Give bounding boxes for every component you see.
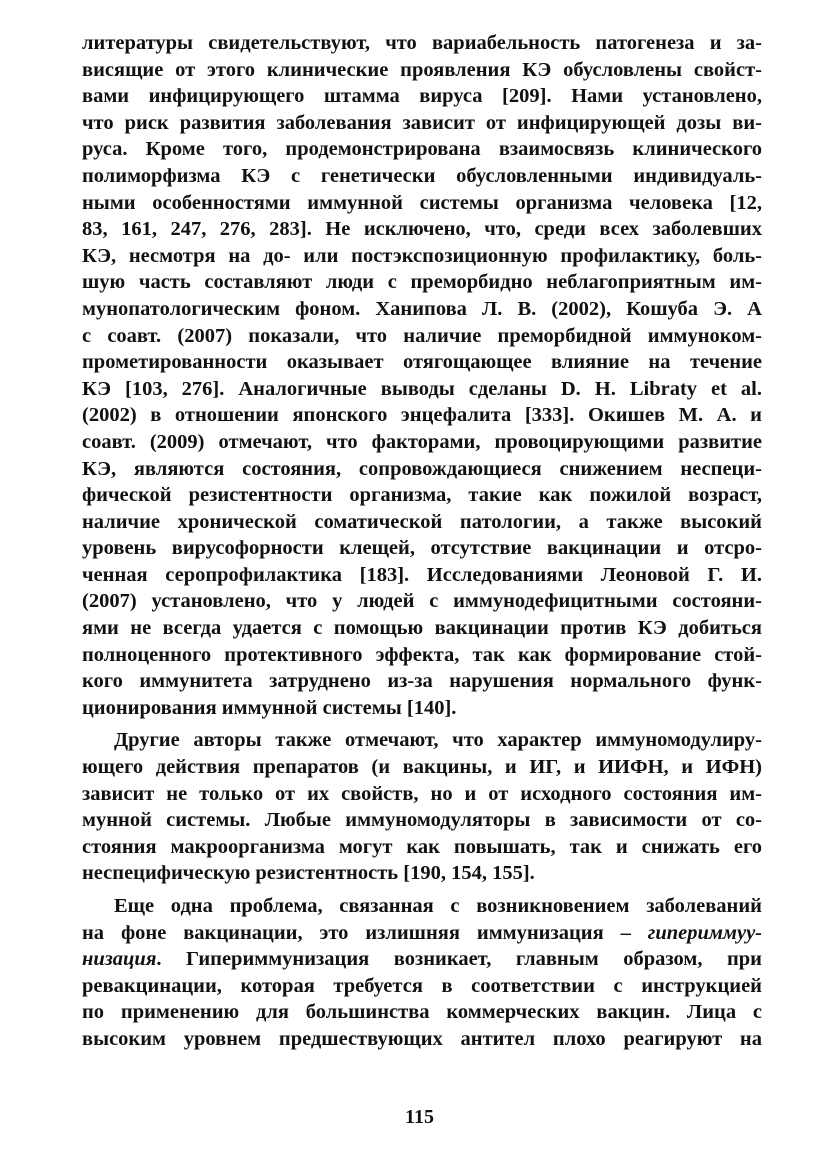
text-line: мунной системы. Любые иммуномодуляторы в зависимости от со- [82, 809, 762, 832]
italic-term: гипериммуу- [647, 921, 762, 944]
text-line: зависит не только от их свойств, но и от исходного состояния им- [82, 782, 762, 805]
text-line: КЭ, являются состояния, сопровождающиеся снижением неспеци- [82, 457, 762, 480]
text-line: фической резистентности организма, такие как пожилой возраст, [82, 484, 762, 507]
text-line: ными особенностями иммунной системы организма человека [12, [82, 191, 762, 214]
text-line: ревакцинации, которая требуется в соответствии с инструкцией [82, 974, 762, 997]
text-line: ями не всегда удается с помощью вакцинации против КЭ добиться [82, 617, 762, 640]
page-number: 115 [405, 1106, 434, 1128]
text-line: что риск развития заболевания зависит от инфицирующей дозы ви- [82, 111, 762, 134]
text-line: висящие от этого клинические проявления КЭ обусловлены свойст- [82, 58, 762, 81]
text-span: . Гипериммунизация возникает, главным образом, при [156, 948, 762, 971]
text-line: кого иммунитета затруднено из-за нарушения нормального функ- [82, 670, 762, 693]
text-line: высоким уровнем предшествующих антител плохо реагируют на [82, 1027, 762, 1050]
text-line: литературы свидетельствуют, что вариабельность патогенеза и за- [82, 32, 762, 54]
text-line: ционирования иммунной системы [140]. [82, 696, 457, 719]
text-line: КЭ [103, 276]. Аналогичные выводы сделаны D. H. Libraty et al. [82, 377, 762, 400]
text-line: (2007) установлено, что у людей с иммунодефицитными состояни- [82, 590, 762, 613]
text-line: неспецифическую резистентность [190, 154, 155]. [82, 862, 535, 885]
body-text [82, 30, 762, 1053]
text-line: 83, 161, 247, 276, 283]. Не исключено, что, среди всех заболевших [82, 218, 762, 241]
text-line: Еще одна проблема, связанная с возникновением заболеваний [114, 895, 762, 917]
text-line: с соавт. (2007) показали, что наличие преморбидной иммуноком- [82, 324, 762, 347]
text-line: наличие хронической соматической патологии, а также высокий [82, 510, 762, 533]
text-line: стояния макроорганизма могут как повышать, так и снижать его [82, 835, 762, 858]
text-line: Другие авторы также отмечают, что характер иммуномодулиру- [114, 729, 762, 752]
italic-term: низация [82, 948, 157, 971]
paragraph-1 [82, 30, 762, 721]
text-line: вами инфицирующего штамма вируса [209]. Нами установлено, [82, 85, 762, 108]
text-line [82, 946, 762, 973]
text-line: КЭ, несмотря на до- или постэкспозиционную профилактику, боль- [82, 244, 762, 267]
text-line: прометированности оказывает отягощающее влияние на течение [82, 351, 762, 374]
paragraph-3 [82, 893, 762, 1053]
text-line: шую часть составляют люди с преморбидно неблагоприятным им- [82, 271, 762, 294]
text-line: уровень вирусофорности клещей, отсутствие вакцинации и отсро- [82, 537, 762, 560]
paragraph-2 [82, 727, 762, 887]
text-line: полноценного протективного эффекта, так как формирование стой- [82, 643, 762, 666]
text-line: мунопатологическим фоном. Ханипова Л. В. (2002), Кошуба Э. А [82, 297, 762, 320]
text-line [82, 920, 762, 947]
text-line: (2002) в отношении японского энцефалита [333]. Окишев М. А. и [82, 404, 762, 427]
text-line: соавт. (2009) отмечают, что факторами, провоцирующими развитие [82, 430, 762, 453]
text-line: ченная серопрофилактика [183]. Исследованиями Леоновой Г. И. [82, 563, 762, 586]
text-line: полиморфизма КЭ с генетически обусловленными индивидуаль- [82, 164, 762, 187]
text-span: на фоне вакцинации, это излишняя иммунизация – [82, 921, 648, 944]
text-line: по применению для большинства коммерческих вакцин. Лица с [82, 1001, 762, 1024]
text-line: ющего действия препаратов (и вакцины, и ИГ, и ИИФН, и ИФН) [82, 756, 762, 779]
text-line: руса. Кроме того, продемонстрирована взаимосвязь клинического [82, 138, 762, 161]
